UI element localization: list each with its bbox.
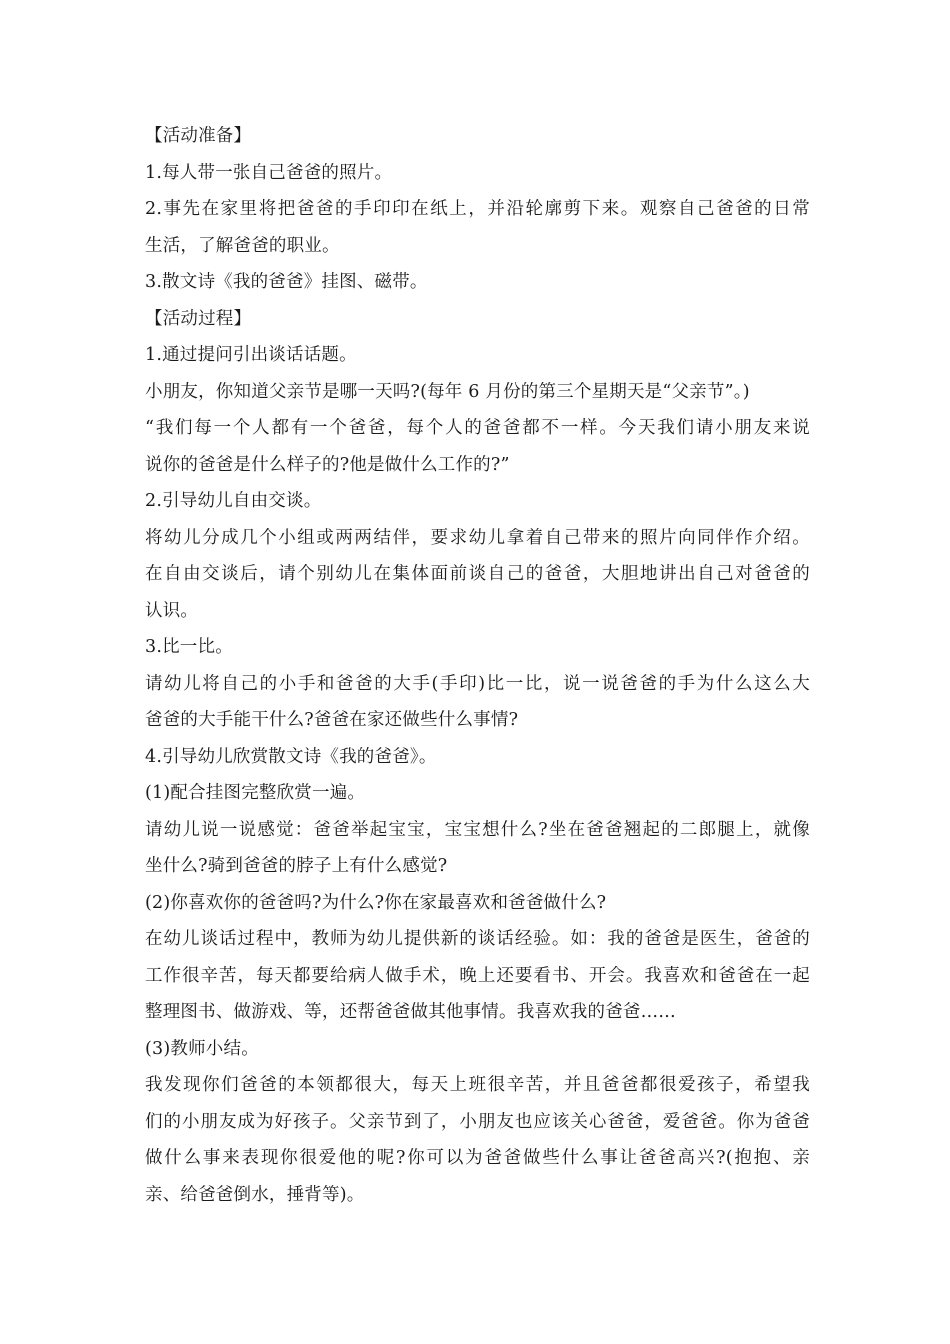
paragraph-line: 3.比一比。 (145, 637, 233, 657)
paragraph-line: 小朋友，你知道父亲节是哪一天吗?(每年 6 月份的第三个星期天是“父亲节”。) (145, 381, 750, 402)
paragraph-line: 们的小朋友成为好孩子。父亲节到了，小朋友也应该关心爸爸，爱爸爸。你为爸爸 (145, 1111, 810, 1132)
paragraph-line: 坐什么?骑到爸爸的脖子上有什么感觉? (145, 856, 448, 876)
paragraph-line: 4.引导幼儿欣赏散文诗《我的爸爸》。 (145, 746, 437, 767)
paragraph-line: 工作很辛苦，每天都要给病人做手术，晚上还要看书、开会。我喜欢和爸爸在一起 (145, 965, 810, 986)
paragraph-line: 在幼儿谈话过程中，教师为幼儿提供新的谈话经验。如：我的爸爸是医生，爸爸的 (145, 929, 810, 949)
paragraph-line: 整理图书、做游戏、等，还帮爸爸做其他事情。我喜欢我的爸爸…… (145, 1002, 676, 1022)
paragraph-line: 请幼儿说一说感觉：爸爸举起宝宝，宝宝想什么?坐在爸爸翘起的二郎腿上，就像 (145, 819, 810, 840)
paragraph-line: 亲、给爸爸倒水，捶背等)。 (145, 1184, 365, 1205)
paragraph-line: 请幼儿将自己的小手和爸爸的大手(手印)比一比，说一说爸爸的手为什么这么大 (145, 673, 810, 694)
paragraph-line: 生活，了解爸爸的职业。 (145, 235, 340, 256)
paragraph-line: 爸爸的大手能干什么?爸爸在家还做些什么事情? (145, 710, 519, 730)
paragraph-line: 我发现你们爸爸的本领都很大，每天上班很辛苦，并且爸爸都很爱孩子，希望我 (145, 1075, 810, 1095)
paragraph-line: (2)你喜欢你的爸爸吗?为什么?你在家最喜欢和爸爸做什么? (145, 892, 607, 913)
paragraph-line: 2.引导幼儿自由交谈。 (145, 491, 322, 511)
paragraph-line: 说你的爸爸是什么样子的?他是做什么工作的?” (145, 454, 510, 475)
paragraph-line: 3.散文诗《我的爸爸》挂图、磁带。 (145, 272, 428, 292)
paragraph-line: 1.每人带一张自己爸爸的照片。 (145, 162, 393, 183)
paragraph-line: 1.通过提问引出谈话话题。 (145, 345, 357, 365)
paragraph-line: (1)配合挂图完整欣赏一遍。 (145, 783, 366, 803)
paragraph-line: 2.事先在家里将把爸爸的手印印在纸上，并沿轮廓剪下来。观察自己爸爸的日常 (145, 199, 810, 219)
paragraph-line: 认识。 (145, 600, 199, 621)
paragraph-line: 在自由交谈后，请个别幼儿在集体面前谈自己的爸爸，大胆地讲出自己对爸爸的 (145, 564, 810, 584)
paragraph-line: “我们每一个人都有一个爸爸，每个人的爸爸都不一样。今天我们请小朋友来说 (145, 418, 810, 438)
paragraph-line: 做什么事来表现你很爱他的呢?你可以为爸爸做些什么事让爸爸高兴?(抱抱、亲 (145, 1148, 810, 1168)
paragraph-line: (3)教师小结。 (145, 1038, 259, 1059)
section-heading-preparation: 【活动准备】 (145, 126, 252, 146)
paragraph-line: 将幼儿分成几个小组或两两结伴，要求幼儿拿着自己带来的照片向同伴作介绍。 (145, 527, 810, 548)
section-heading-process: 【活动过程】 (145, 308, 252, 329)
